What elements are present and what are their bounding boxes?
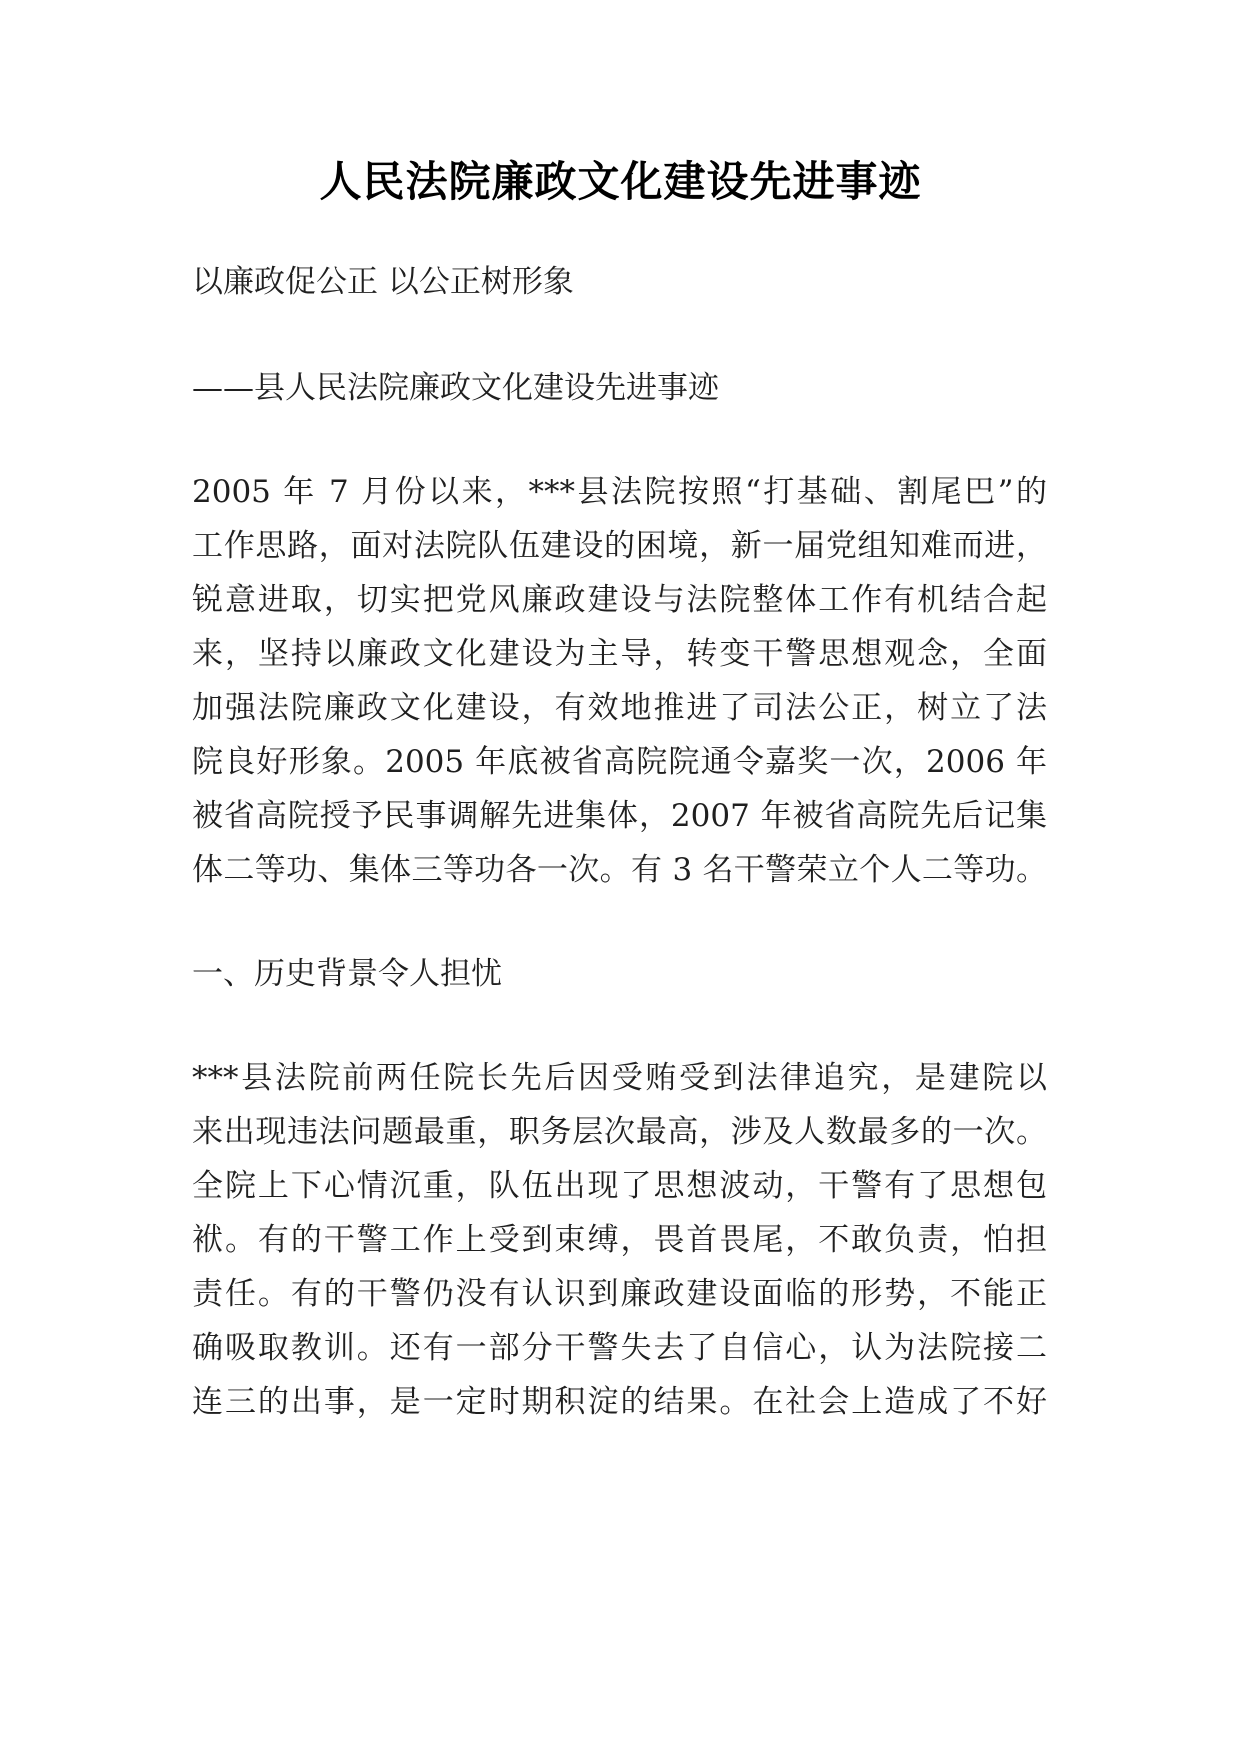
document-page: 人民法院廉政文化建设先进事迹 以廉政促公正 以公正树形象 ——县人民法院廉政文化建设先进事迹 2005 年 7 月份以来，***县法院按照“打基础、割尾巴”的 工作思路，面对法院队伍建设的困境，新一届党组知难而进， 锐意进取，切实把党风廉政建设与法院整体工作有机结合起 来，坚持以廉政文化建设为主导，转变干警思想观念，全面 加强法院廉政文化建设，有效地推进了司法公正，树立了法 院良好形象。2005 年底被省高院院通令嘉奖一次，2006 年 被省高院授予民事调解先进集体，2007 年被省高院先后记集 体二等功、集体三等功各一次。有 3 名干警荣立个人二等功。 一、历史背景令人担忧 ***县法院前两任院长先后因受贿受到法律追究，是建院以 来出现违法问题最重，职务层次最高，涉及人数最多的一次。 全院上下心情沉重，队伍出现了思想波动，干警有了思想包 袱。有的干警工作上受到束缚，畏首畏尾，不敢负责，怕担 责任。有的干警仍没有认识到廉政建设面临的形势，不能正 确吸取教训。还有一部分干警失去了自信心，认为法院接二 连三的出事，是一定时期积淀的结果。在社会上造成了不好	[0, 0, 1241, 1754]
subtitle-text: 以廉政促公正 以公正树形象	[192, 264, 574, 300]
byline-text: ——县人民法院廉政文化建设先进事迹	[192, 370, 719, 406]
document-title: 人民法院廉政文化建设先进事迹	[319, 157, 922, 206]
section-heading-text: 一、历史背景令人担忧	[192, 956, 502, 992]
